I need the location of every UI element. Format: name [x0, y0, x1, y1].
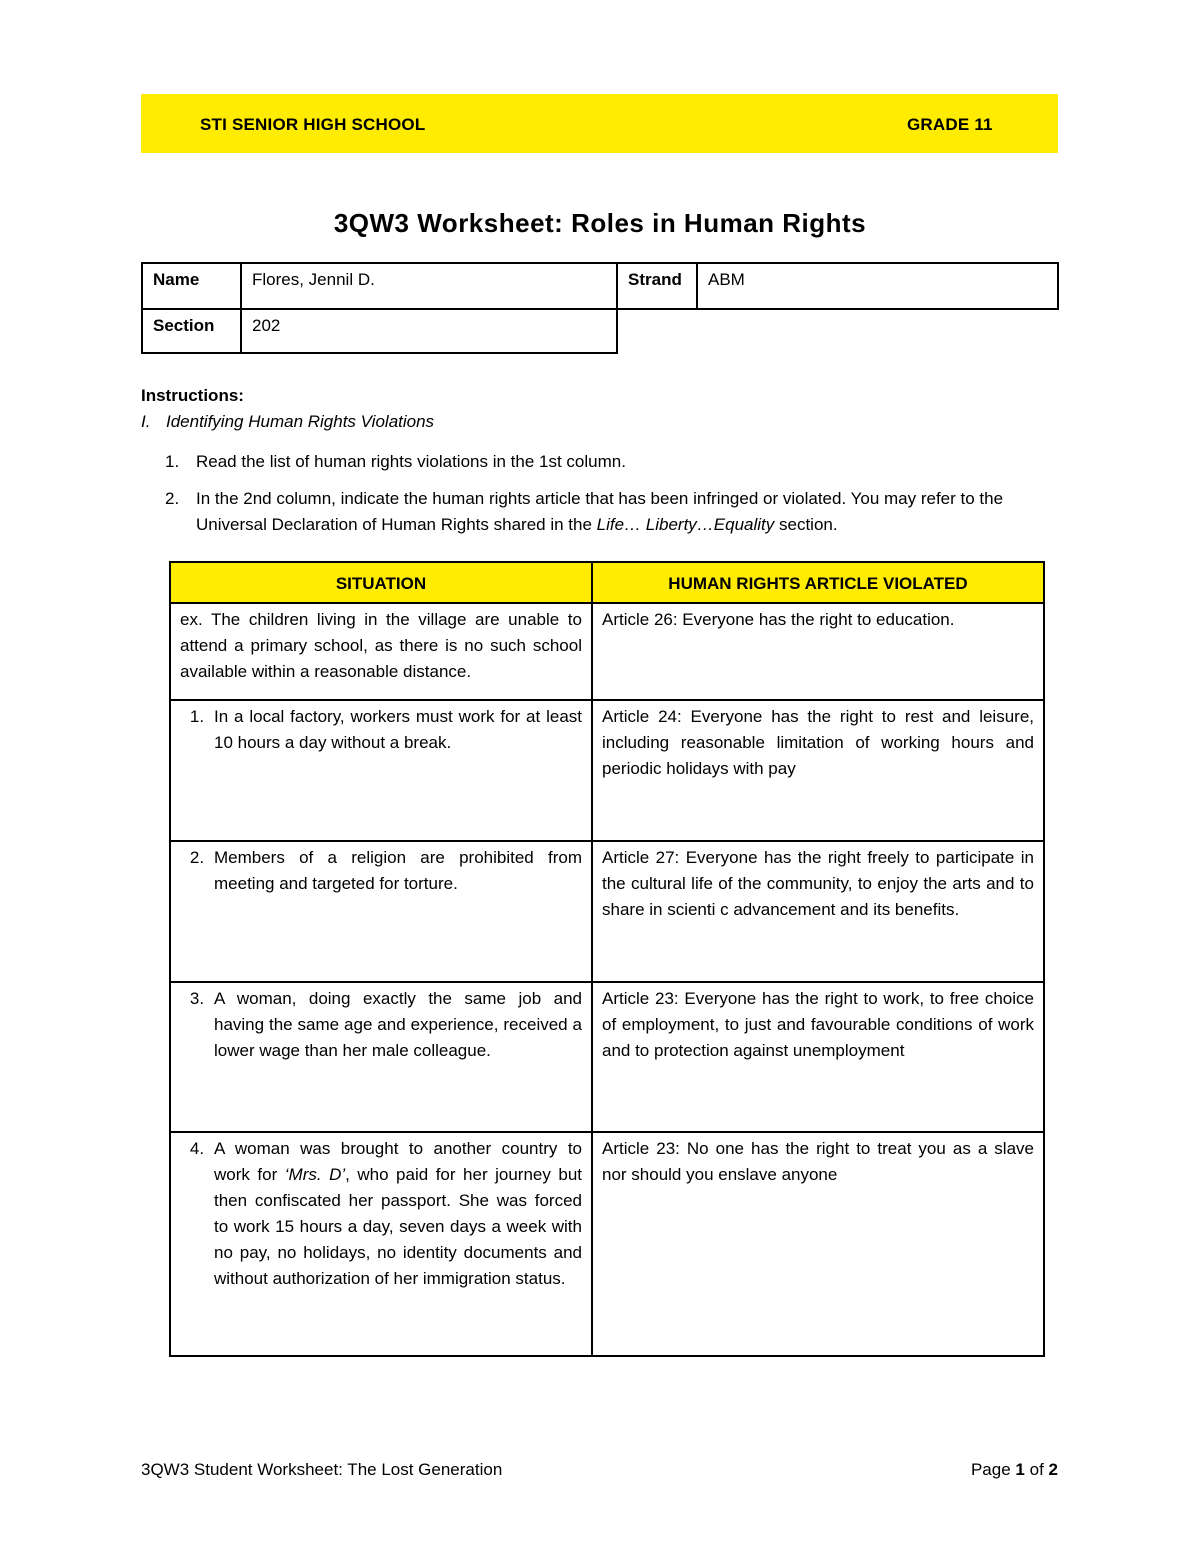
- step-text-part: section.: [774, 515, 838, 534]
- article-cell: Article 24: Everyone has the right to rest and leisure, including reasonable limitation of working hours and periodic holidays with pay: [591, 699, 1045, 842]
- article-cell: Article 23: No one has the right to treat you as a slave nor should you enslave anyone: [591, 1131, 1045, 1357]
- school-name: STI SENIOR HIGH SCHOOL: [200, 115, 426, 134]
- situation-text-part: A woman was brought to another country to work for: [214, 1139, 582, 1184]
- part-title: Identifying Human Rights Violations: [166, 412, 435, 431]
- page-title: 3QW3 Worksheet: Roles in Human Rights: [333, 208, 867, 238]
- item-number: 3.: [189, 989, 205, 1008]
- step-text-part: In the 2nd column, indicate the human rights article that has been infringed or violated. You may refer to the Universal Declaration of Human Rights shared in the: [196, 489, 1004, 534]
- item-number: 2.: [189, 848, 205, 867]
- situation-cell: [169, 840, 593, 983]
- header-article: HUMAN RIGHTS ARTICLE VIOLATED: [591, 561, 1045, 604]
- section-name-italic: Life… Liberty…Equality: [596, 515, 775, 534]
- item-number: 4.: [189, 1139, 205, 1158]
- page-current: 1: [1015, 1460, 1025, 1479]
- header-situation: SITUATION: [169, 561, 593, 604]
- item-number: 1.: [189, 707, 205, 726]
- situation-text: A woman, doing exactly the same job and having the same age and experience, received a lower wage than her male colleague.: [214, 989, 582, 1060]
- example-situation: ex. The children living in the village are unable to attend a primary school, as there is no such school available within a reasonable distance.: [169, 602, 593, 701]
- instructions-heading: Instructions:: [141, 386, 244, 405]
- footer-title: 3QW3 Student Worksheet: The Lost Generation: [141, 1460, 503, 1479]
- situation-cell: [169, 981, 593, 1133]
- instructions-part: [141, 412, 434, 432]
- situation-cell: [169, 1131, 593, 1357]
- page-number: [971, 1460, 1058, 1480]
- section-label: Section: [141, 308, 242, 354]
- situation-text: [214, 1136, 582, 1292]
- situation-text: Members of a religion are prohibited from meeting and targeted for torture.: [214, 848, 582, 893]
- article-cell: Article 23: Everyone has the right to work, to free choice of employment, to just and favourable conditions of work and to protection against unemployment: [591, 981, 1045, 1133]
- employer-name-italic: ‘Mrs. D’: [284, 1165, 346, 1184]
- situation-text-part: , who paid for her journey but then confiscated her passport. She was forced to work 15 hours a day, seven days a week with no pay, no holidays, no identity documents and without authorization of her immigration status.: [214, 1165, 583, 1288]
- situation-cell: [169, 699, 593, 842]
- section-value: 202: [240, 308, 618, 354]
- name-value: Flores, Jennil D.: [240, 262, 618, 310]
- strand-value: ABM: [696, 262, 1059, 310]
- article-cell: Article 27: Everyone has the right freely to participate in the cultural life of the community, to enjoy the arts and to share in scienti c advancement and its benefits.: [591, 840, 1045, 983]
- step-number: 2.: [165, 489, 180, 508]
- page-total: 2: [1048, 1460, 1058, 1479]
- of-word: of: [1029, 1460, 1044, 1479]
- grade-label: GRADE 11: [907, 115, 993, 134]
- name-label: Name: [141, 262, 242, 310]
- situation-text: In a local factory, workers must work for at least 10 hours a day without a break.: [214, 707, 582, 752]
- part-number: I.: [141, 412, 151, 431]
- step-number: 1.: [165, 452, 180, 471]
- step-text: [196, 486, 1055, 538]
- strand-label: Strand: [616, 262, 698, 310]
- step-text: Read the list of human rights violations in the 1st column.: [196, 452, 626, 471]
- example-article: Article 26: Everyone has the right to education.: [591, 602, 1045, 701]
- page-word: Page: [970, 1460, 1011, 1479]
- instruction-step: [165, 449, 1055, 475]
- instruction-step: [165, 486, 1055, 538]
